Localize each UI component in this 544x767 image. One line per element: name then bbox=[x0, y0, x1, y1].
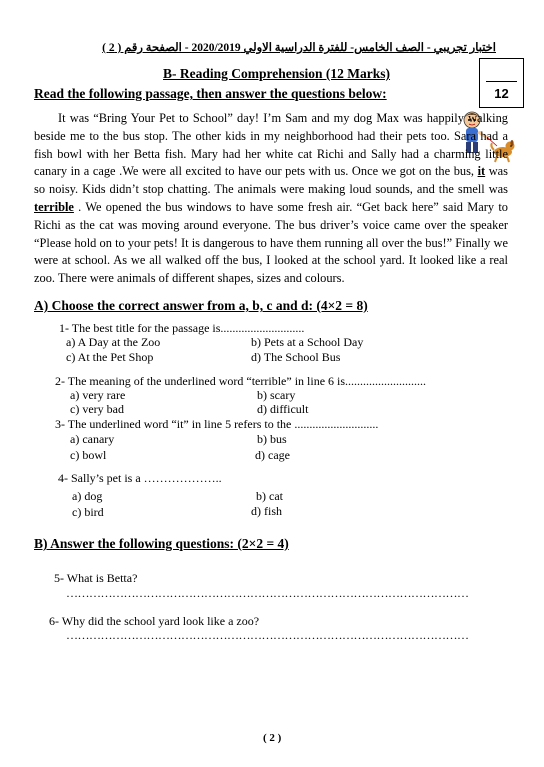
answer-line-5[interactable]: …………………………………………………………………………………………… bbox=[66, 586, 469, 600]
score-value: 12 bbox=[494, 86, 509, 101]
passage-text-3: . We opened the bus windows to have some fresh air. “Get back here” said Mary to Richi as the cat was moving around everyone. The bus driver’s voice came over the speaker “Please hold on to your pets! It is dangerous to have them running all over the bus!” Finally we were at school. As we all walked off the bus, I looked at the school yard. It looked like a real zoo. There were animals of different shapes, sizes and colours. bbox=[34, 199, 508, 286]
q3-option-a[interactable]: a) canary bbox=[70, 432, 115, 446]
q4-option-b[interactable]: b) cat bbox=[256, 489, 283, 503]
exam-header: اختبار تجريبي - الصف الخامس- للفترة الدراسية الاولي 2020/2019 - الصفحة رقم ( 2 ) bbox=[102, 42, 496, 54]
question-1: 1- The best title for the passage is............................ bbox=[59, 321, 305, 335]
passage-text-1: It was “Bring Your Pet to School” day! I’m Sam and my dog Max was happily walking beside me to the bus stop. The other kids in my neighborhood had their pets too. Sara had a fish bowl with her Betta fish. Mary had her white cat Richi and Sally had a charming little canary in a cage .We were all excited to have our pets with us. Once we got on the bus, bbox=[34, 111, 508, 179]
q2-option-b[interactable]: b) scary bbox=[257, 388, 296, 402]
q1-option-c[interactable]: c) At the Pet Shop bbox=[66, 350, 154, 364]
q2-option-c[interactable]: c) very bad bbox=[70, 402, 124, 416]
q4-option-c[interactable]: c) bird bbox=[72, 505, 104, 519]
reading-passage bbox=[34, 110, 508, 288]
q1-option-a[interactable]: a) A Day at the Zoo bbox=[66, 335, 161, 349]
score-box bbox=[479, 58, 524, 108]
q3-option-c[interactable]: c) bowl bbox=[70, 448, 107, 462]
question-6: 6- Why did the school yard look like a zoo? bbox=[49, 614, 260, 628]
reading-instruction: Read the following passage, then answer the questions below: bbox=[34, 86, 387, 101]
q3-option-b[interactable]: b) bus bbox=[257, 432, 287, 446]
q3-option-d[interactable]: d) cage bbox=[255, 448, 290, 462]
underlined-terrible: terrible bbox=[34, 199, 74, 214]
passage-text-2: was so noisy. Kids didn’t stop chatting. The animals were making loud sounds, and the smell was bbox=[34, 164, 508, 197]
score-divider bbox=[486, 81, 517, 82]
answer-line-6[interactable]: …………………………………………………………………………………………… bbox=[66, 628, 469, 642]
question-3: 3- The underlined word “it” in line 5 refers to the ............................ bbox=[55, 417, 379, 431]
question-2: 2- The meaning of the underlined word “terrible” in line 6 is........................... bbox=[55, 374, 427, 388]
q2-option-d[interactable]: d) difficult bbox=[257, 402, 309, 416]
q4-option-a[interactable]: a) dog bbox=[72, 489, 103, 503]
page-number: ( 2 ) bbox=[263, 732, 282, 744]
q4-option-d[interactable]: d) fish bbox=[251, 504, 282, 518]
part-a-title: A) Choose the correct answer from a, b, c and d: (4×2 = 8) bbox=[34, 298, 368, 313]
q2-option-a[interactable]: a) very rare bbox=[70, 388, 126, 402]
section-title: B- Reading Comprehension (12 Marks) bbox=[163, 66, 391, 81]
q1-option-d[interactable]: d) The School Bus bbox=[251, 350, 341, 364]
question-4: 4- Sally’s pet is a ……………….. bbox=[58, 471, 222, 485]
q1-option-b[interactable]: b) Pets at a School Day bbox=[251, 335, 364, 349]
underlined-it: it bbox=[477, 164, 486, 179]
part-b-title: B) Answer the following questions: (2×2 = 4) bbox=[34, 536, 289, 551]
question-5: 5- What is Betta? bbox=[54, 571, 138, 585]
